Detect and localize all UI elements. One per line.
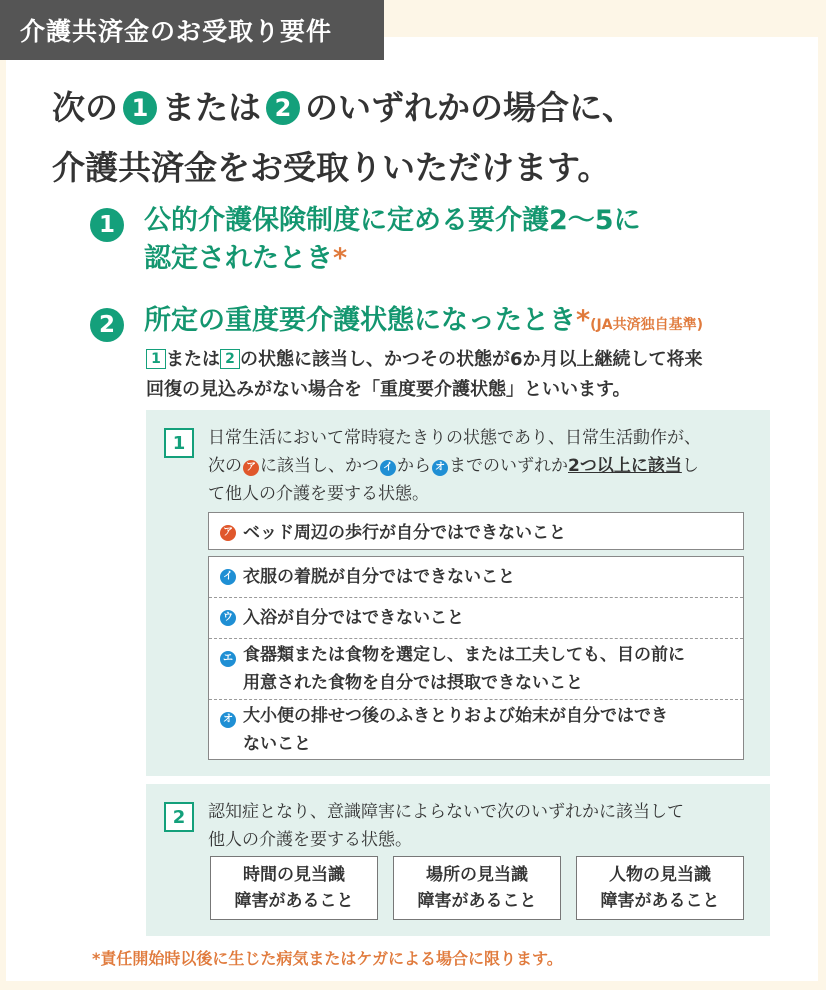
kana-e-badge: エ (220, 651, 236, 667)
number-2-badge: 2 (266, 91, 300, 125)
ja-standard-note: (JA共済独自基準) (590, 317, 703, 333)
kana-a-badge: ア (243, 460, 259, 476)
condition-2-number: 2 (90, 308, 124, 342)
headline-line-1: 次の 1 または 2 のいずれかの場合に、 (52, 88, 635, 127)
headline-line-2: 介護共済金をお受取りいただけます。 (52, 148, 611, 187)
panel-2-text: 認知症となり、意識障害によらないで次のいずれかに該当して 他人の介護を要する状態。 (208, 802, 684, 850)
definition-text: 1 または 2 の状態に該当し、かつその状態が6か月以上継続して将来 回復の見込みがない場合を「重度要介護状態」といいます。 (146, 349, 703, 400)
asterisk-mark: * (576, 305, 591, 336)
place-orientation-card: 場所の見当識 障害があること (393, 856, 561, 920)
condition-1-number: 1 (90, 208, 124, 242)
footnote: *責任開始時以後に生じた病気またはケガによる場合に限ります。 (92, 949, 563, 968)
list-item: ア ベッド周辺の歩行が自分ではできないこと (209, 513, 743, 553)
kana-u-badge: ウ (220, 610, 236, 626)
panel-2 (146, 784, 770, 936)
kana-o-badge: オ (432, 460, 448, 476)
emphasis-two-or-more: 2つ以上に該当 (568, 456, 682, 476)
panel-2-number: 2 (164, 802, 194, 832)
person-orientation-card: 人物の見当識 障害があること (576, 856, 744, 920)
headline (52, 78, 792, 198)
list-item: オ 大小便の排せつ後のふきとりおよび始末が自分ではでき ないこと (209, 699, 743, 760)
condition-list-box (208, 556, 744, 760)
condition-2: 2 所定の重度要介護状態になったとき*(JA共済独自基準) (90, 302, 790, 344)
number-1-badge: 1 (123, 91, 157, 125)
kana-i-badge: イ (220, 569, 236, 585)
section-title: 介護共済金のお受取り要件 (20, 17, 333, 46)
box-2-marker: 2 (220, 349, 240, 369)
panel-1-number: 1 (164, 428, 194, 458)
kana-i-badge: イ (380, 460, 396, 476)
list-item: ウ 入浴が自分ではできないこと (209, 597, 743, 638)
kana-a-badge: ア (220, 525, 236, 541)
condition-a-box (208, 512, 744, 550)
orientation-cards (210, 856, 744, 922)
box-1-marker: 1 (146, 349, 166, 369)
panel-1-text: 日常生活において常時寝たきりの状態であり、日常生活動作が、 次の ア に該当し、かつ イ から オ までのいずれか2つ以上に該当し て他人の介護を要する状態。 (208, 428, 701, 504)
asterisk-mark: * (333, 243, 348, 274)
list-item: エ 食器類または食物を選定し、または工夫しても、目の前に 用意された食物を自分では摂取できないこと (209, 638, 743, 699)
section-title-tab (0, 0, 384, 60)
kana-o-badge: オ (220, 712, 236, 728)
condition-1: 1 公的介護保険制度に定める要介護2～5に 認定されたとき* (90, 202, 790, 278)
time-orientation-card: 時間の見当識 障害があること (210, 856, 378, 920)
list-item: イ 衣服の着脱が自分ではできないこと (209, 557, 743, 597)
panel-1 (146, 410, 770, 776)
